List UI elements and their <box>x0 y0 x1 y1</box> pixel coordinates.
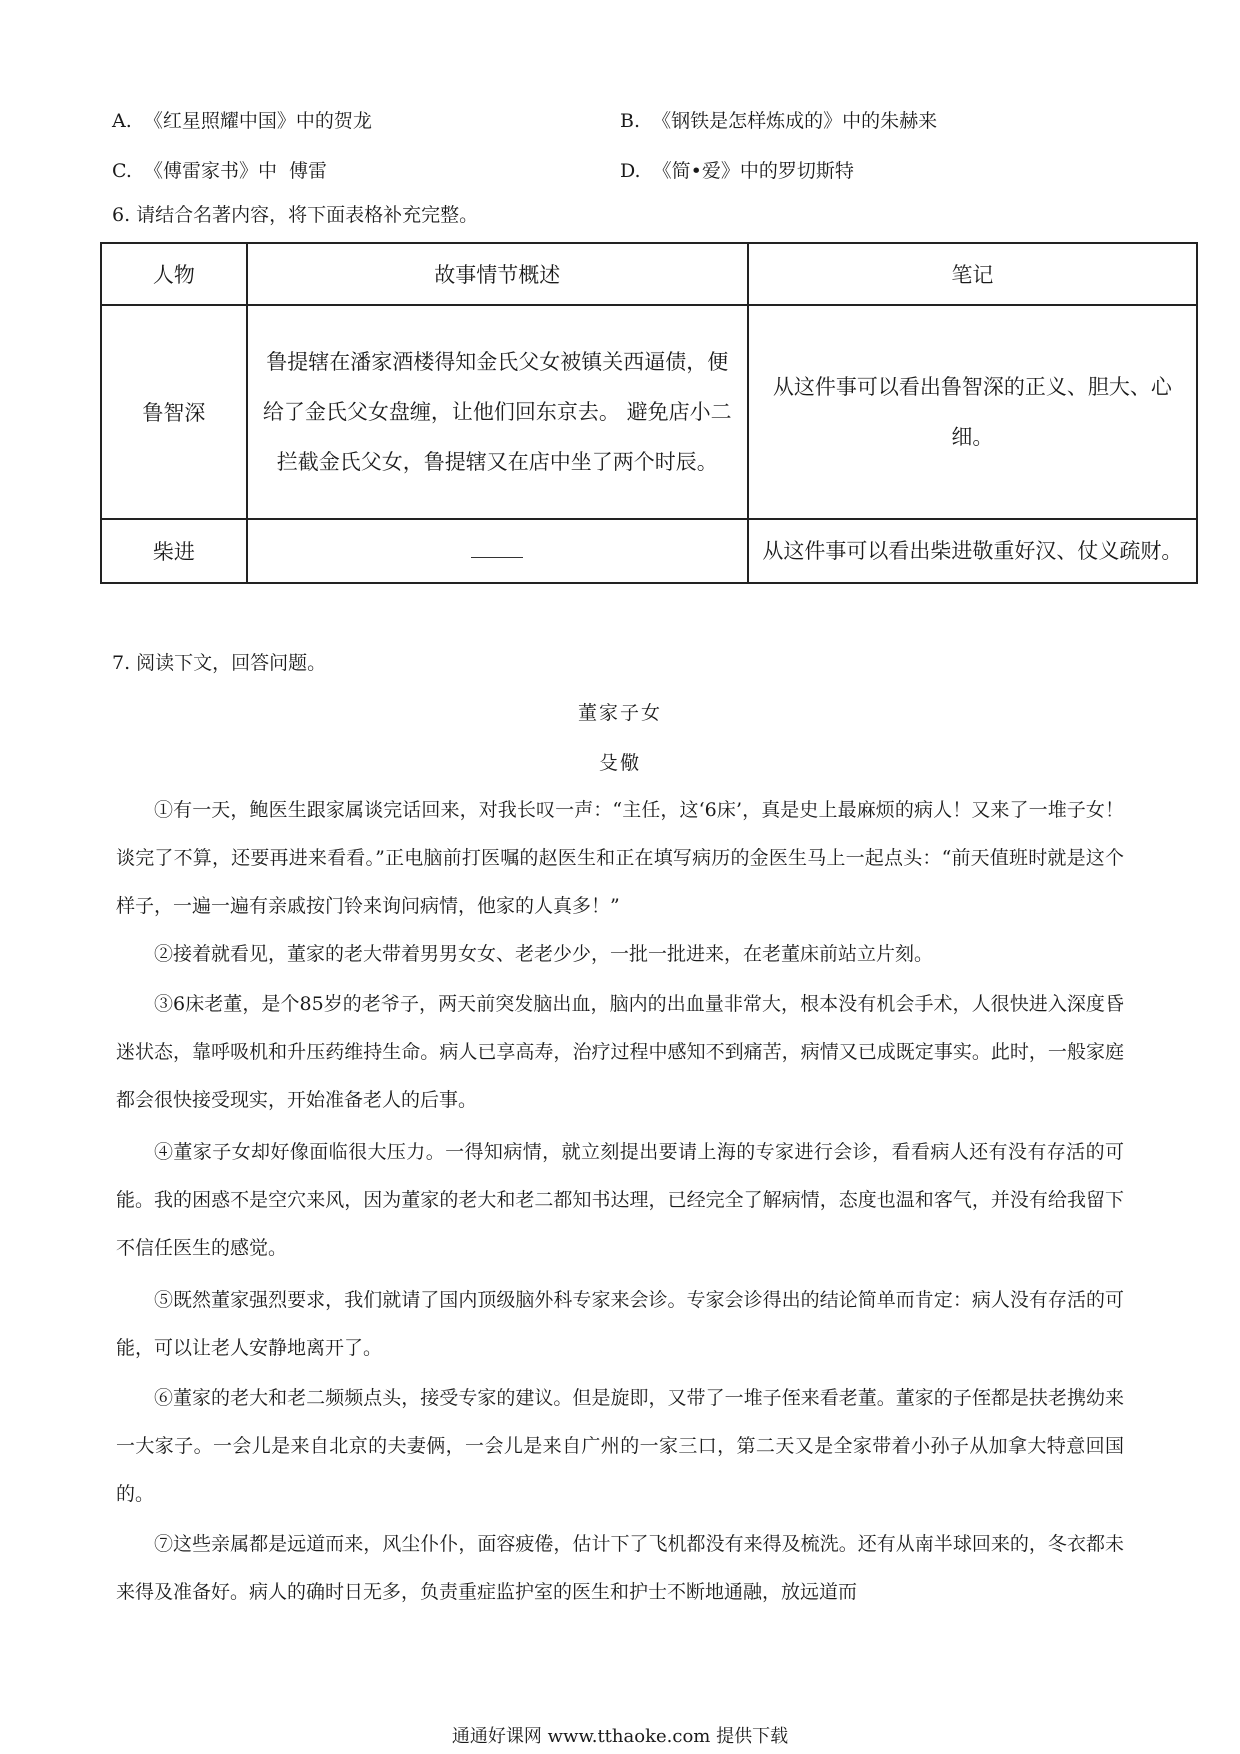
paragraph-4: ④董家子女却好像面临很大压力。一得知病情，就立刻提出要请上海的专家进行会诊，看看病人还有没有存活的可能。我的困惑不是空穴来风，因为董家的老大和老二都知书达理，已经完全了解病情，态度也温和客气，并没有给我留下不信任医生的感觉。 <box>116 1141 1124 1259</box>
paragraph-2: ②接着就看见，董家的老大带着男男女女、老老少少，一批一批进来，在老董床前站立片刻。 <box>154 943 934 965</box>
footer-watermark: 通通好课网 www.tthaoke.com 提供下载 <box>451 1726 789 1747</box>
cell-person: 柴进 <box>101 519 247 583</box>
note-text: 从这件事可以看出鲁智深的正义、胆大、心细。 <box>772 375 1172 449</box>
cell-plot-blank <box>247 519 748 583</box>
option-d: D. 《简•爱》中的罗切斯特 <box>620 160 854 182</box>
answer-blank <box>471 547 523 558</box>
option-b: B. 《钢铁是怎样炼成的》中的朱赫来 <box>620 110 938 132</box>
paragraph-3: ③6床老董，是个85岁的老爷子，两天前突发脑出血，脑内的出血量非常大，根本没有机会手术，人很快进入深度昏迷状态，靠呼吸机和升压药维持生命。病人已享高寿，治疗过程中感知不到痛苦，病情又已成既定事实。此时，一般家庭都会很快接受现实，开始准备老人的后事。 <box>116 993 1124 1111</box>
note-text: 从这件事可以看出柴进敬重好汉、仗义疏财。 <box>762 539 1183 563</box>
cell-person: 鲁智深 <box>101 305 247 519</box>
plot-text: 鲁提辖在潘家酒楼得知金氏父女被镇关西逼债，便给了金氏父女盘缠，让他们回东京去。 避免店小二拦截金氏父女，鲁提辖又在店中坐了两个时辰。 <box>262 350 732 474</box>
paragraph-5: ⑤既然董家强烈要求，我们就请了国内顶级脑外科专家来会诊。专家会诊得出的结论简单而肯定：病人没有存活的可能，可以让老人安静地离开了。 <box>116 1289 1124 1359</box>
article-title: 董家子女 <box>577 702 662 724</box>
header-note: 笔记 <box>748 243 1197 305</box>
table-row <box>101 519 1197 583</box>
cell-note <box>748 305 1197 519</box>
option-c: C. 《傅雷家书》中 傅雷 <box>112 160 328 182</box>
header-plot: 故事情节概述 <box>247 243 748 305</box>
paragraph-7: ⑦这些亲属都是远道而来，风尘仆仆，面容疲倦，估计下了飞机都没有来得及梳洗。还有从南半球回来的，冬衣都未来得及准备好。病人的确时日无多，负责重症监护室的医生和护士不断地通融，放远道而 <box>116 1533 1124 1603</box>
table-row <box>101 305 1197 519</box>
article-author: 殳儆 <box>598 752 641 774</box>
cell-note <box>748 519 1197 583</box>
novel-table <box>100 242 1198 584</box>
question-6-prompt: 6. 请结合名著内容，将下面表格补充完整。 <box>112 204 479 226</box>
paragraph-6: ⑥董家的老大和老二频频点头，接受专家的建议。但是旋即，又带了一堆子侄来看老董。董家的子侄都是扶老携幼来一大家子。一会儿是来自北京的夫妻俩，一会儿是来自广州的一家三口，第二天又是全家带着小孙子从加拿大特意回国的。 <box>116 1387 1124 1505</box>
question-7-prompt: 7. 阅读下文，回答问题。 <box>112 652 327 674</box>
paragraph-1: ①有一天，鲍医生跟家属谈完话回来，对我长叹一声：“主任，这‘6床’，真是史上最麻烦的病人！又来了一堆子女！谈完了不算，还要再进来看看。”正电脑前打医嘱的赵医生和正在填写病历的金医生马上一起点头：“前天值班时就是这个样子，一遍一遍有亲戚按门铃来询问病情，他家的人真多！” <box>116 799 1124 917</box>
option-a: A. 《红星照耀中国》中的贺龙 <box>112 110 372 132</box>
table-header-row <box>101 243 1197 305</box>
header-person: 人物 <box>101 243 247 305</box>
cell-plot <box>247 305 748 519</box>
